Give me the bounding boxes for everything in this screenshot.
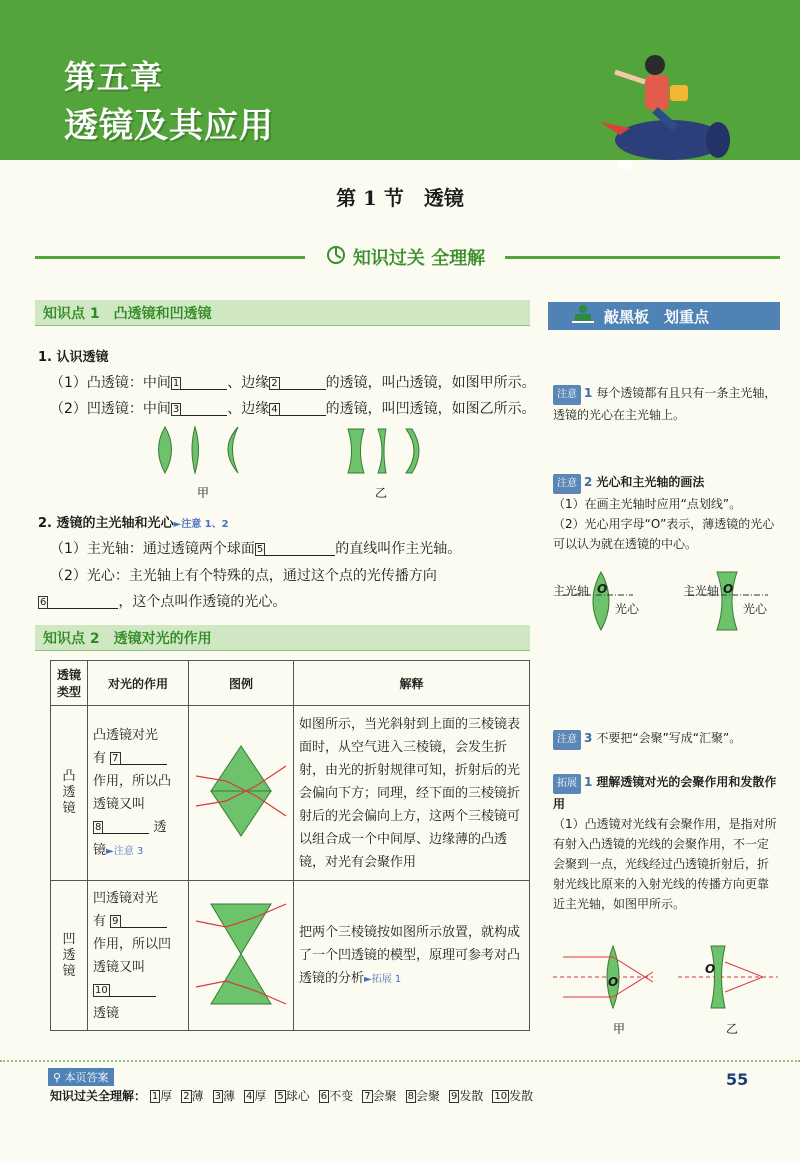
banner-line-right <box>505 256 780 259</box>
kp1-line1 <box>50 372 536 394</box>
note3-text: 不要把“会聚”写成“汇聚”。 <box>596 731 742 745</box>
fig-label-yi: 乙 <box>726 1022 739 1036</box>
convex-prism-figure <box>196 741 286 841</box>
line2-text-b: 、边缘 <box>227 401 270 417</box>
table-row <box>51 706 530 881</box>
answer-item <box>150 1089 172 1103</box>
kp1-sub2-text: 2. 透镜的主光轴和光心 <box>38 516 174 531</box>
effect-line: 凹透镜对光 <box>93 890 159 906</box>
extension-1 <box>553 772 778 914</box>
th-explain: 解释 <box>294 661 530 706</box>
key-points-title: 敲黑板 划重点 <box>604 307 710 326</box>
answer-number: 10 <box>494 1091 508 1102</box>
fig-label-yi: 乙 <box>375 486 388 500</box>
row2-explain <box>294 881 530 1031</box>
answer-item <box>213 1089 235 1103</box>
note-2 <box>553 472 778 554</box>
answer-number: 8 <box>407 1091 414 1102</box>
line3-text-a: （1）主光轴：通过透镜两个球面 <box>50 541 255 557</box>
answer-text: 不变 <box>329 1089 354 1103</box>
line2-text-c: 的透镜，叫凹透镜，如图乙所示。 <box>325 401 536 417</box>
answer-item <box>319 1089 353 1103</box>
line1-text-c: 的透镜，叫凸透镜，如图甲所示。 <box>325 375 536 391</box>
o-label: O <box>597 582 608 596</box>
effect-line: 作用，所以凹 <box>93 936 172 952</box>
o-label: O <box>723 582 734 596</box>
answer-item <box>362 1089 396 1103</box>
answers-header-text: 本页答案 <box>64 1071 109 1084</box>
note1-text: 每个透镜都有且只有一条主光轴，透镜的光心在主光轴上。 <box>553 386 777 422</box>
table-row <box>51 881 530 1031</box>
blank-number: 5 <box>256 544 264 555</box>
axis-label: 主光轴 <box>683 584 720 598</box>
table-header-row <box>51 661 530 706</box>
row1-type: 凸透镜 <box>51 706 88 881</box>
note-badge: 注意 <box>553 474 581 494</box>
effect-line: 凸透镜对光 <box>93 727 159 743</box>
kp1-line2 <box>50 398 536 420</box>
kp2-title: 透镜对光的作用 <box>113 630 212 647</box>
blank-number: 7 <box>112 752 119 764</box>
note-number: 3 <box>584 731 593 745</box>
kp1-line5 <box>38 591 286 613</box>
answer-text: 厚 <box>160 1089 173 1103</box>
answer-item <box>492 1089 533 1103</box>
extension-title: 理解透镜对光的会聚作用和发散作用 <box>553 775 777 811</box>
note-link[interactable]: ►注意 1、2 <box>173 519 229 530</box>
answer-number: 5 <box>277 1091 284 1102</box>
answer-number: 1 <box>151 1091 159 1102</box>
effect-line: 作用，所以凸 <box>93 773 172 789</box>
blank-number: 6 <box>40 597 47 608</box>
section-title: 第 1 节 透镜 <box>336 186 464 210</box>
note2-line1: （1）在画主光轴时应用“点划线”。 <box>553 497 742 511</box>
answer-text: 会聚 <box>415 1089 440 1103</box>
answer-number: 9 <box>450 1091 458 1102</box>
kp1-label: 知识点 1 <box>43 305 100 322</box>
row2-figure <box>189 881 294 1031</box>
banner-line-left <box>35 256 305 259</box>
center-label: 光心 <box>743 602 768 616</box>
answer-number: 7 <box>364 1091 371 1102</box>
blank-number: 10 <box>95 984 108 996</box>
answer-text: 发散 <box>509 1089 534 1103</box>
answer-blank[interactable] <box>181 400 227 416</box>
center-label: 光心 <box>615 602 640 616</box>
th-type: 透镜类型 <box>51 661 88 706</box>
answer-number: 3 <box>214 1091 221 1102</box>
swirl-icon <box>325 244 347 271</box>
answers-label: 知识过关全理解： <box>50 1089 147 1103</box>
note2-line2: （2）光心用字母“O”表示，薄透镜的光心可以认为就在透镜的中心。 <box>553 517 775 551</box>
row2-type: 凹透镜 <box>51 881 88 1031</box>
footer-divider <box>0 1060 800 1062</box>
note-1 <box>553 383 778 425</box>
o-label: O <box>705 962 716 976</box>
concave-prism-figure <box>196 899 286 1009</box>
page-number: 55 <box>726 1070 749 1089</box>
note2-title: 光心和主光轴的画法 <box>596 475 705 489</box>
knowledge-banner <box>305 242 505 272</box>
chapter-number: 第五章 <box>64 58 164 96</box>
kp1-title: 凸透镜和凹透镜 <box>113 305 212 322</box>
row2-effect <box>88 881 189 1031</box>
blank-number: 8 <box>95 821 102 833</box>
line5-text: ，这个点叫作透镜的光心。 <box>118 594 287 610</box>
note-badge: 注意 <box>553 730 581 750</box>
answer-text: 厚 <box>254 1089 267 1103</box>
answer-blank[interactable] <box>48 593 118 609</box>
extension-link[interactable]: ►拓展 1 <box>364 973 402 985</box>
answer-text: 薄 <box>191 1089 204 1103</box>
blank-number: 2 <box>271 378 278 389</box>
answer-blank[interactable] <box>110 981 156 997</box>
note-link[interactable]: ►注意 3 <box>106 845 144 857</box>
effect-line: 有 <box>93 913 107 929</box>
row1-effect <box>88 706 189 881</box>
answer-blank[interactable] <box>280 374 326 390</box>
answer-item <box>244 1089 266 1103</box>
effect-line: 透镜又叫 <box>93 959 146 975</box>
answer-item <box>449 1089 483 1103</box>
line1-text-b: 、边缘 <box>227 375 270 391</box>
banner-text: 知识过关 全理解 <box>352 248 486 269</box>
note-number: 2 <box>584 475 593 489</box>
line2-text-a: （2）凹透镜：中间 <box>50 401 171 417</box>
chapter-header <box>0 0 800 160</box>
extension-badge: 拓展 <box>553 774 581 794</box>
extension-number: 1 <box>584 775 593 789</box>
chapter-title: 透镜及其应用 <box>64 106 274 146</box>
answer-item <box>181 1089 203 1103</box>
th-effect: 对光的作用 <box>88 661 189 706</box>
answer-text: 薄 <box>223 1089 236 1103</box>
note-badge: 注意 <box>553 385 581 405</box>
kp2-label: 知识点 2 <box>43 630 100 647</box>
kp1-sub1: 1. 认识透镜 <box>38 350 109 365</box>
effect-line: 透镜又叫 <box>93 796 146 812</box>
answer-blank[interactable] <box>103 818 149 834</box>
answer-text: 会聚 <box>372 1089 397 1103</box>
convergence-figure <box>553 942 778 1012</box>
line1-text-a: （1）凸透镜：中间 <box>50 375 171 391</box>
answer-number: 6 <box>320 1091 328 1102</box>
blank-number: 9 <box>112 915 119 927</box>
key-icon: ⚲ <box>53 1071 62 1084</box>
student-desk-icon <box>570 303 596 329</box>
kp1-sub2 <box>38 512 229 531</box>
answer-text: 发散 <box>459 1089 484 1103</box>
answer-blank[interactable] <box>265 540 335 556</box>
blank-number: 4 <box>271 404 278 415</box>
row1-figure <box>189 706 294 881</box>
effect-line: 透镜 <box>93 1005 120 1021</box>
kp2-bar <box>35 625 530 651</box>
kp1-bar <box>35 300 530 326</box>
extension-body: （1）凸透镜对光线有会聚作用，是指对所有射入凸透镜的光线的会聚作用，不一定会聚到一点，光线经过凸透镜折射后，折射光线比原来的入射光线的传播方向更靠近主光轴，如图甲所示。 <box>553 817 777 911</box>
row1-explain: 如图所示，当光斜射到上面的三棱镜表面时，从空气进入三棱镜，会发生折射，由光的折射规律可知，折射后的光会偏向下方；同理，经下面的三棱镜折射后的光会偏向上方，这两个三棱镜可以组合成一个中间厚、边缘薄的凸透镜，对光有会聚作用 <box>294 706 530 881</box>
lens-effect-table <box>50 660 530 1031</box>
fig-label-jia: 甲 <box>197 486 210 500</box>
note-number: 1 <box>584 386 593 400</box>
rocket-girl-illustration <box>590 30 740 180</box>
kp1-line4: （2）光心：主光轴上有个特殊的点，通过这个点的光传播方向 <box>50 568 437 584</box>
effect-line: 镜 <box>93 842 107 858</box>
answer-number: 2 <box>183 1091 190 1102</box>
line3-text-b: 的直线叫作主光轴。 <box>335 541 462 557</box>
answer-blank[interactable] <box>121 912 167 928</box>
fig-label-jia: 甲 <box>613 1022 626 1036</box>
optical-center-figure <box>553 570 783 632</box>
lens-shapes-figure <box>150 425 440 477</box>
blank-number: 1 <box>172 378 180 389</box>
kp1-line3 <box>50 538 461 560</box>
answer-blank[interactable] <box>121 749 167 765</box>
answer-item <box>406 1089 440 1103</box>
o-label: O <box>608 975 619 989</box>
effect-line: 透 <box>153 819 167 835</box>
row2-explain-text: 把两个三棱镜按如图所示放置，就构成了一个凹透镜的模型，原理可参考对凸透镜的分析 <box>299 924 521 986</box>
axis-label: 主光轴 <box>553 584 590 598</box>
answer-blank[interactable] <box>280 400 326 416</box>
key-points-header <box>548 302 780 330</box>
answers-header <box>48 1068 114 1086</box>
answer-number: 4 <box>246 1091 253 1102</box>
th-figure: 图例 <box>189 661 294 706</box>
answers-line <box>50 1087 542 1104</box>
answer-text: 球心 <box>285 1089 310 1103</box>
note-3 <box>553 728 778 750</box>
answers-list <box>150 1089 542 1103</box>
answer-item <box>275 1089 309 1103</box>
effect-line: 有 <box>93 750 107 766</box>
answer-blank[interactable] <box>181 374 227 390</box>
blank-number: 3 <box>172 404 180 415</box>
